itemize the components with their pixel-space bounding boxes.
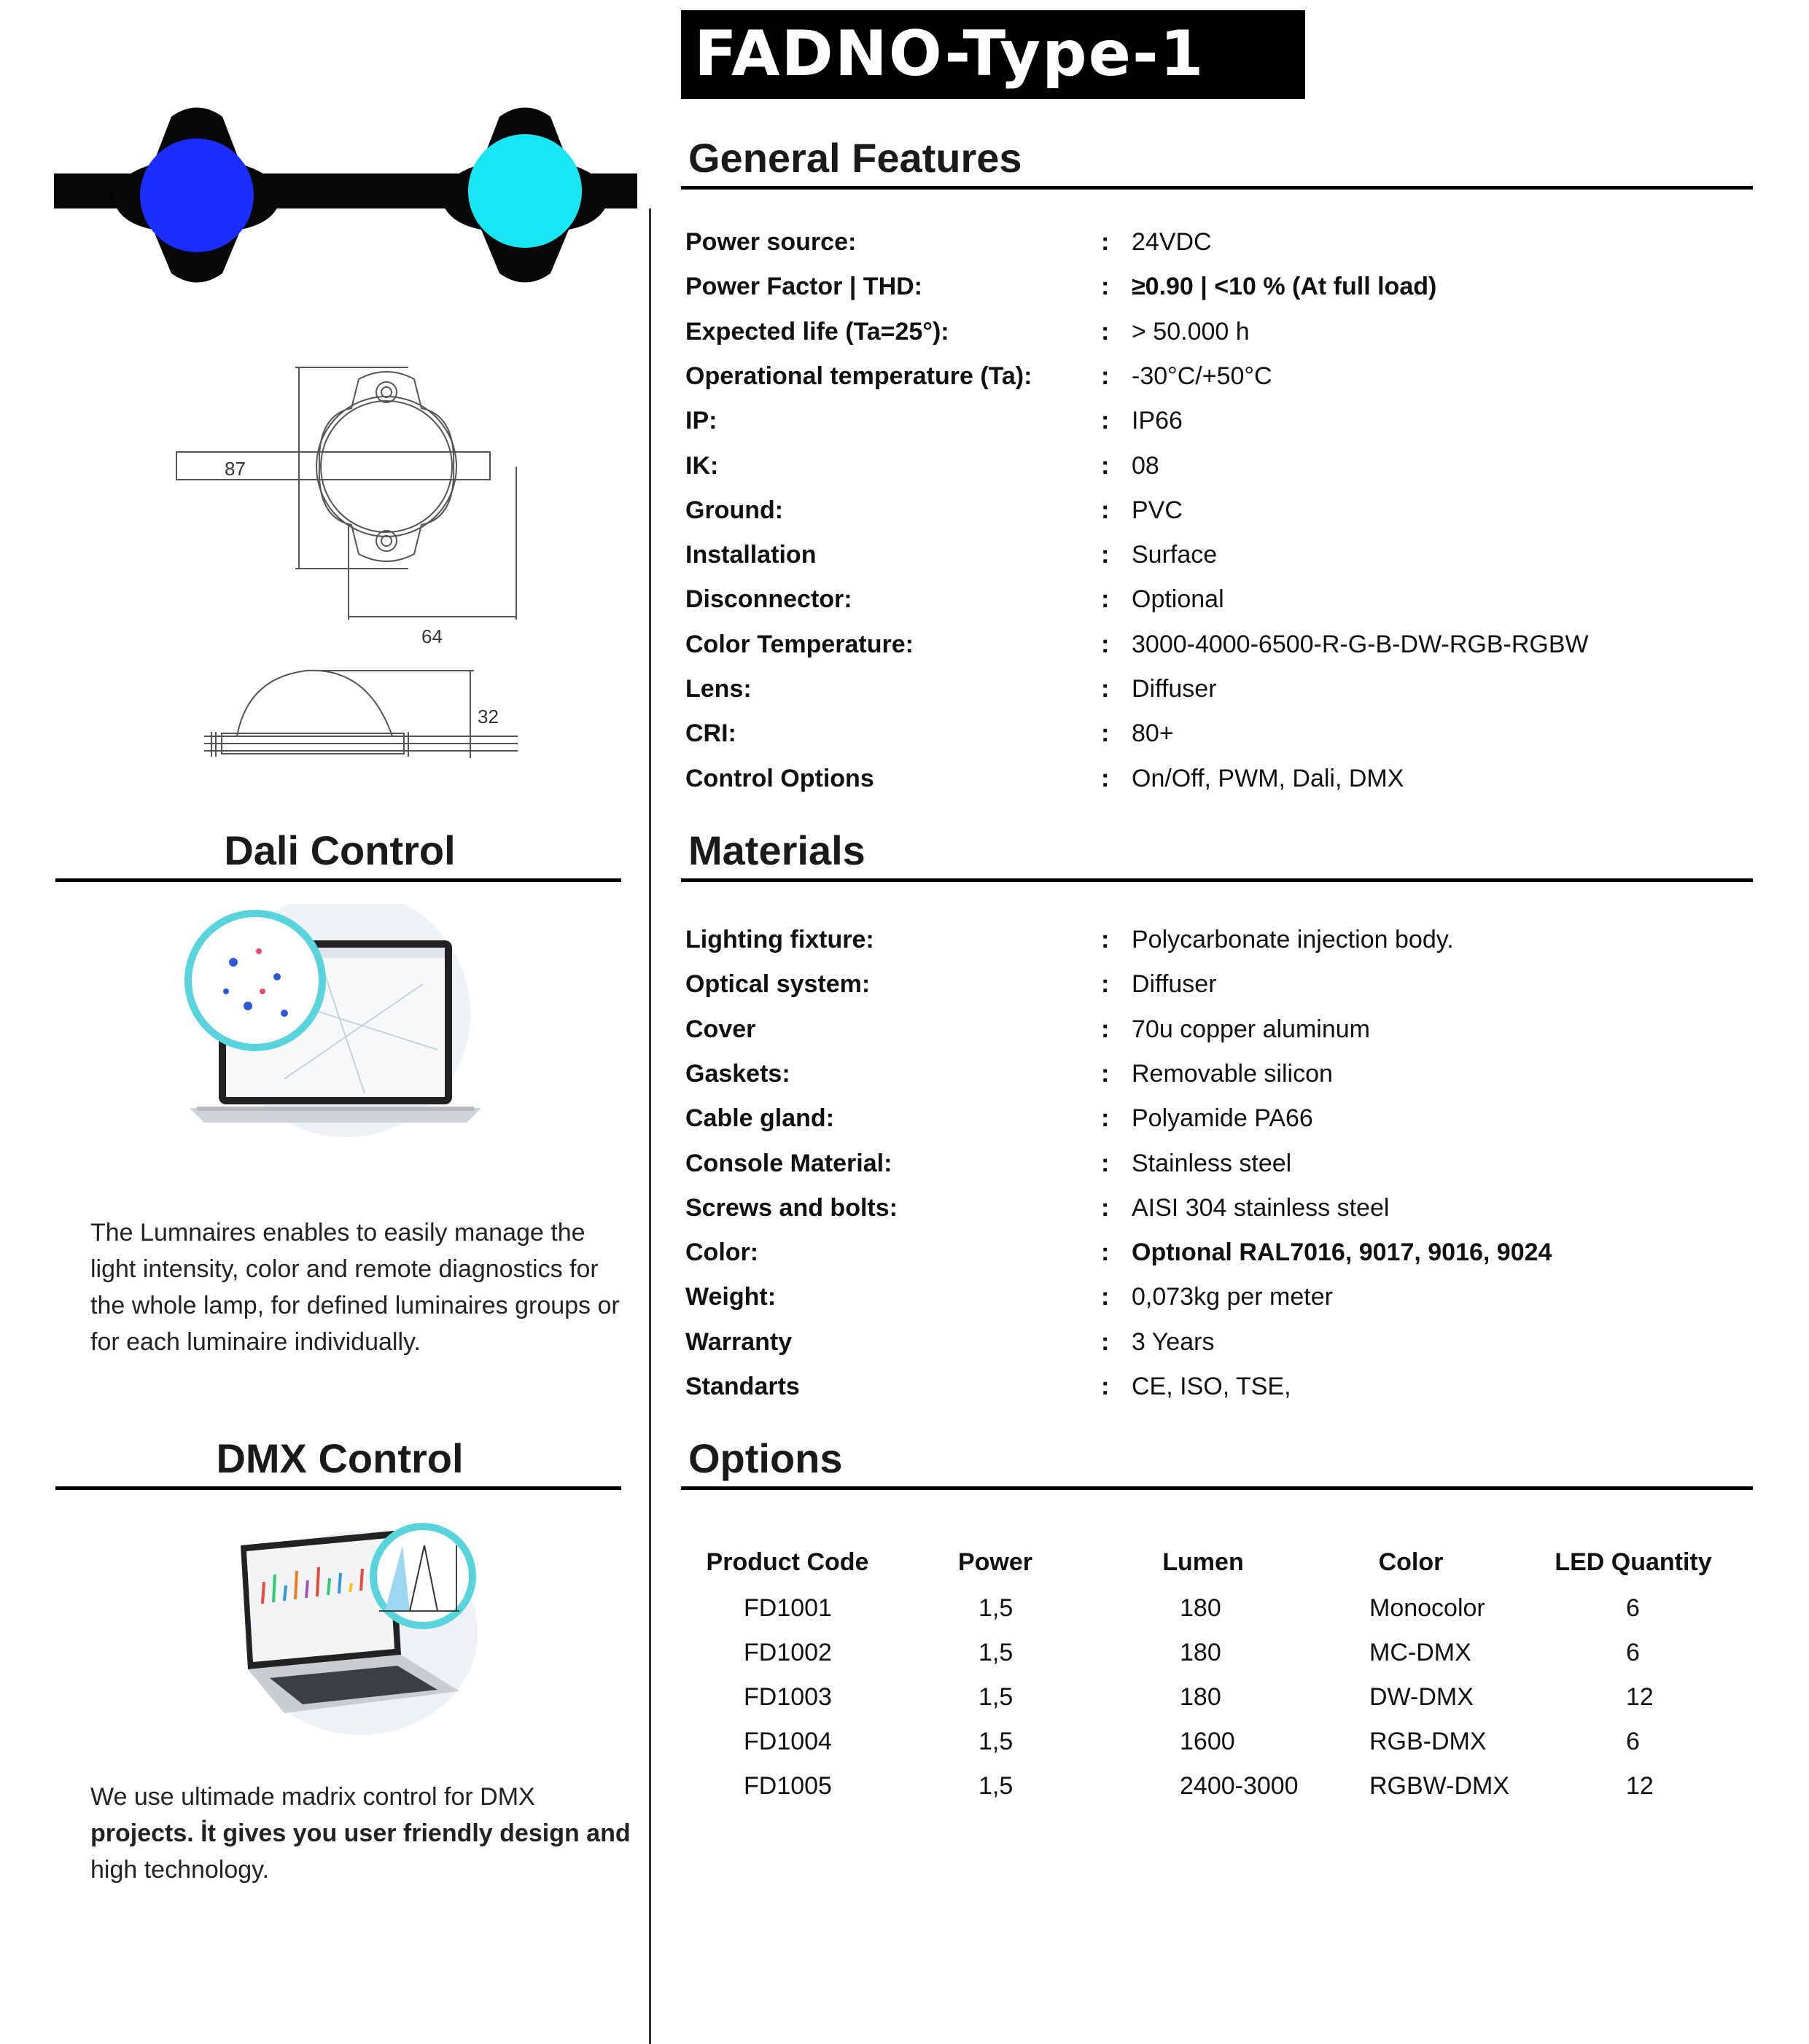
table-row [685,1764,1750,1809]
spec-label: Standarts [685,1373,800,1400]
spec-value: 0,073kg per meter [1132,1283,1333,1311]
dmx-rule [55,1486,621,1490]
spec-label: Color: [685,1239,759,1267]
cell-led-quantity: 12 [1626,1683,1654,1711]
cell-color: DW-DMX [1369,1683,1474,1711]
spec-value: PVC [1132,496,1183,524]
table-row [685,1720,1750,1764]
cell-lumen: 180 [1180,1594,1221,1622]
spec-separator: : [1101,1015,1110,1043]
dali-rule [55,878,621,882]
cell-color: MC-DMX [1369,1639,1471,1666]
spec-value: Diffuser [1132,970,1217,999]
spec-separator: : [1101,496,1110,524]
spec-row [685,1365,1750,1409]
spec-value: Stainless steel [1132,1149,1292,1177]
spec-separator: : [1101,1239,1110,1267]
spec-label: Console Material: [685,1149,892,1177]
dali-laptop-image [175,904,489,1152]
spec-separator: : [1101,1104,1110,1133]
cell-led-quantity: 12 [1626,1772,1654,1800]
col-product-code: Product Code [706,1548,869,1576]
spec-separator: : [1101,451,1110,480]
spec-label: Screws and bolts: [685,1193,898,1222]
spec-row [685,488,1750,533]
spec-separator: : [1101,541,1110,569]
spec-value: Polyamide PA66 [1132,1104,1313,1133]
general-heading: General Features [688,135,1022,181]
dim-height-label: 87 [225,458,246,480]
spec-label: Color Temperature: [685,630,914,658]
spec-row [685,1320,1750,1365]
spec-separator: : [1101,1193,1110,1222]
table-row [685,1586,1750,1631]
technical-drawing-side [197,663,540,765]
cell-led-quantity: 6 [1626,1728,1640,1755]
spec-label: Operational temperature (Ta): [685,362,1032,390]
cell-product-code: FD1002 [744,1639,832,1666]
spec-value: AISI 304 stainless steel [1132,1193,1390,1222]
spec-value: -30°C/+50°C [1132,362,1272,390]
spec-separator: : [1101,407,1110,435]
spec-value: IP66 [1132,407,1183,435]
dmx-heading: DMX Control [216,1435,464,1481]
spec-separator: : [1101,719,1110,748]
dmx-laptop-image [219,1516,496,1735]
spec-label: Power Factor | THD: [685,273,922,301]
spec-value: 24VDC [1132,228,1212,256]
spec-value: Optıonal RAL7016, 9017, 9016, 9024 [1132,1239,1552,1267]
col-power: Power [957,1548,1033,1576]
spec-separator: : [1101,1283,1110,1311]
col-lumen: Lumen [1162,1548,1244,1576]
cell-power: 1,5 [979,1683,1014,1711]
spec-label: CRI: [685,719,736,748]
spec-separator: : [1101,764,1110,792]
spec-row [685,711,1750,756]
spec-value: Diffuser [1132,675,1217,703]
dmx-description-line2: projects. İt gives you user friendly design and [90,1819,631,1847]
spec-separator: : [1101,1327,1110,1356]
spec-row [685,623,1750,667]
cell-product-code: FD1004 [744,1728,832,1755]
spec-separator: : [1101,675,1110,703]
spec-row [685,399,1750,443]
spec-label: Installation [685,541,817,569]
led-node-blue [113,108,281,283]
spec-value: 08 [1132,451,1159,480]
options-rule [681,1486,1753,1490]
cell-color: RGBW-DMX [1369,1772,1510,1800]
spec-value: 3000-4000-6500-R-G-B-DW-RGB-RGBW [1132,630,1589,658]
spec-row [685,962,1750,1007]
table-row [685,1631,1750,1675]
cell-color: Monocolor [1369,1594,1485,1622]
spec-row [685,1275,1750,1319]
spec-separator: : [1101,585,1110,614]
spec-separator: : [1101,1149,1110,1177]
zoom-circle [188,913,322,1048]
spec-row [685,667,1750,711]
cell-product-code: FD1001 [744,1594,832,1622]
spec-label: Weight: [685,1283,777,1311]
spec-row [685,354,1750,399]
options-header-row [685,1538,1750,1586]
spec-label: Optical system: [685,970,871,999]
spec-row [685,1007,1750,1052]
materials-heading: Materials [688,827,865,873]
led-node-cyan [441,108,609,283]
spec-row [685,1186,1750,1230]
dmx-description [90,1779,645,1888]
spec-label: Warranty [685,1327,793,1356]
spec-label: Power source: [685,228,857,256]
dmx-description-line3: high technology. [90,1856,270,1884]
spec-row [685,577,1750,622]
spec-value: ≥0.90 | <10 % (At full load) [1132,273,1437,301]
spec-row [685,1230,1750,1275]
options-heading: Options [688,1435,843,1481]
cell-lumen: 1600 [1180,1728,1235,1755]
title-banner [681,10,1305,99]
spec-label: Lighting fixture: [685,926,874,953]
spec-label: Lens: [685,675,752,703]
spec-separator: : [1101,273,1110,301]
general-rule [681,186,1753,190]
spec-label: Control Options [685,764,874,792]
spec-value: 70u copper aluminum [1132,1015,1370,1043]
cell-lumen: 180 [1180,1683,1221,1711]
spec-separator: : [1101,317,1110,346]
spec-row [685,757,1750,801]
spec-value: 80+ [1132,719,1174,748]
cell-lumen: 180 [1180,1639,1221,1666]
page-title: FADNO-Type-1 [694,17,1205,90]
spec-value: CE, ISO, TSE, [1132,1373,1291,1400]
cell-led-quantity: 6 [1626,1594,1640,1622]
dali-heading: Dali Control [224,827,456,873]
cell-power: 1,5 [979,1639,1014,1666]
cell-product-code: FD1003 [744,1683,832,1711]
cell-product-code: FD1005 [744,1772,832,1800]
spec-label: Ground: [685,496,784,524]
dali-description: The Lumnaires enables to easily manage the light intensity, color and remote diagnostics for the whole lamp, for defined luminaires groups or for each luminaire individually. [90,1219,620,1356]
spec-separator: : [1101,228,1110,256]
spec-label: IP: [685,407,717,435]
cell-power: 1,5 [979,1728,1014,1755]
cell-color: RGB-DMX [1369,1728,1487,1755]
technical-drawing-front [168,357,547,649]
spec-row [685,533,1750,577]
col-color: Color [1378,1548,1444,1576]
spec-value: Optional [1132,585,1224,614]
spec-label: Gaskets: [685,1059,790,1088]
spec-row [685,444,1750,488]
spec-row [685,220,1750,265]
spec-label: Expected life (Ta=25°): [685,317,949,346]
spec-row [685,310,1750,354]
table-row [685,1675,1750,1720]
spec-label: Disconnector: [685,585,852,614]
spec-label: Cable gland: [685,1104,835,1133]
spec-row [685,1052,1750,1096]
column-divider [649,208,651,2044]
product-photo [51,102,642,292]
spec-value: On/Off, PWM, Dali, DMX [1132,764,1404,792]
dmx-description-line1: We use ultimade madrix control for DMX [90,1783,535,1811]
spec-row [685,265,1750,309]
spec-separator: : [1101,970,1110,999]
dim-width-label: 64 [421,625,443,647]
cell-lumen: 2400-3000 [1180,1772,1299,1800]
cell-led-quantity: 6 [1626,1639,1640,1666]
spec-separator: : [1101,1059,1110,1088]
spec-row [685,918,1750,962]
spec-row [685,1096,1750,1141]
options-table [685,1538,1750,1809]
spec-separator: : [1101,630,1110,658]
spec-value: > 50.000 h [1132,317,1250,346]
spec-label: IK: [685,451,719,480]
spec-value: 3 Years [1132,1327,1215,1356]
cell-power: 1,5 [979,1594,1014,1622]
spec-label: Cover [685,1015,756,1043]
spec-value: Polycarbonate injection body. [1132,926,1454,953]
spec-separator: : [1101,362,1110,390]
cell-power: 1,5 [979,1772,1014,1800]
col-led-quantity: LED Quantity [1555,1548,1712,1576]
spec-row [685,1142,1750,1186]
spec-separator: : [1101,926,1110,953]
spec-value: Removable silicon [1132,1059,1333,1088]
dim-depth-label: 32 [478,706,499,728]
spec-separator: : [1101,1373,1110,1400]
spec-value: Surface [1132,541,1218,569]
materials-rule [681,878,1753,882]
